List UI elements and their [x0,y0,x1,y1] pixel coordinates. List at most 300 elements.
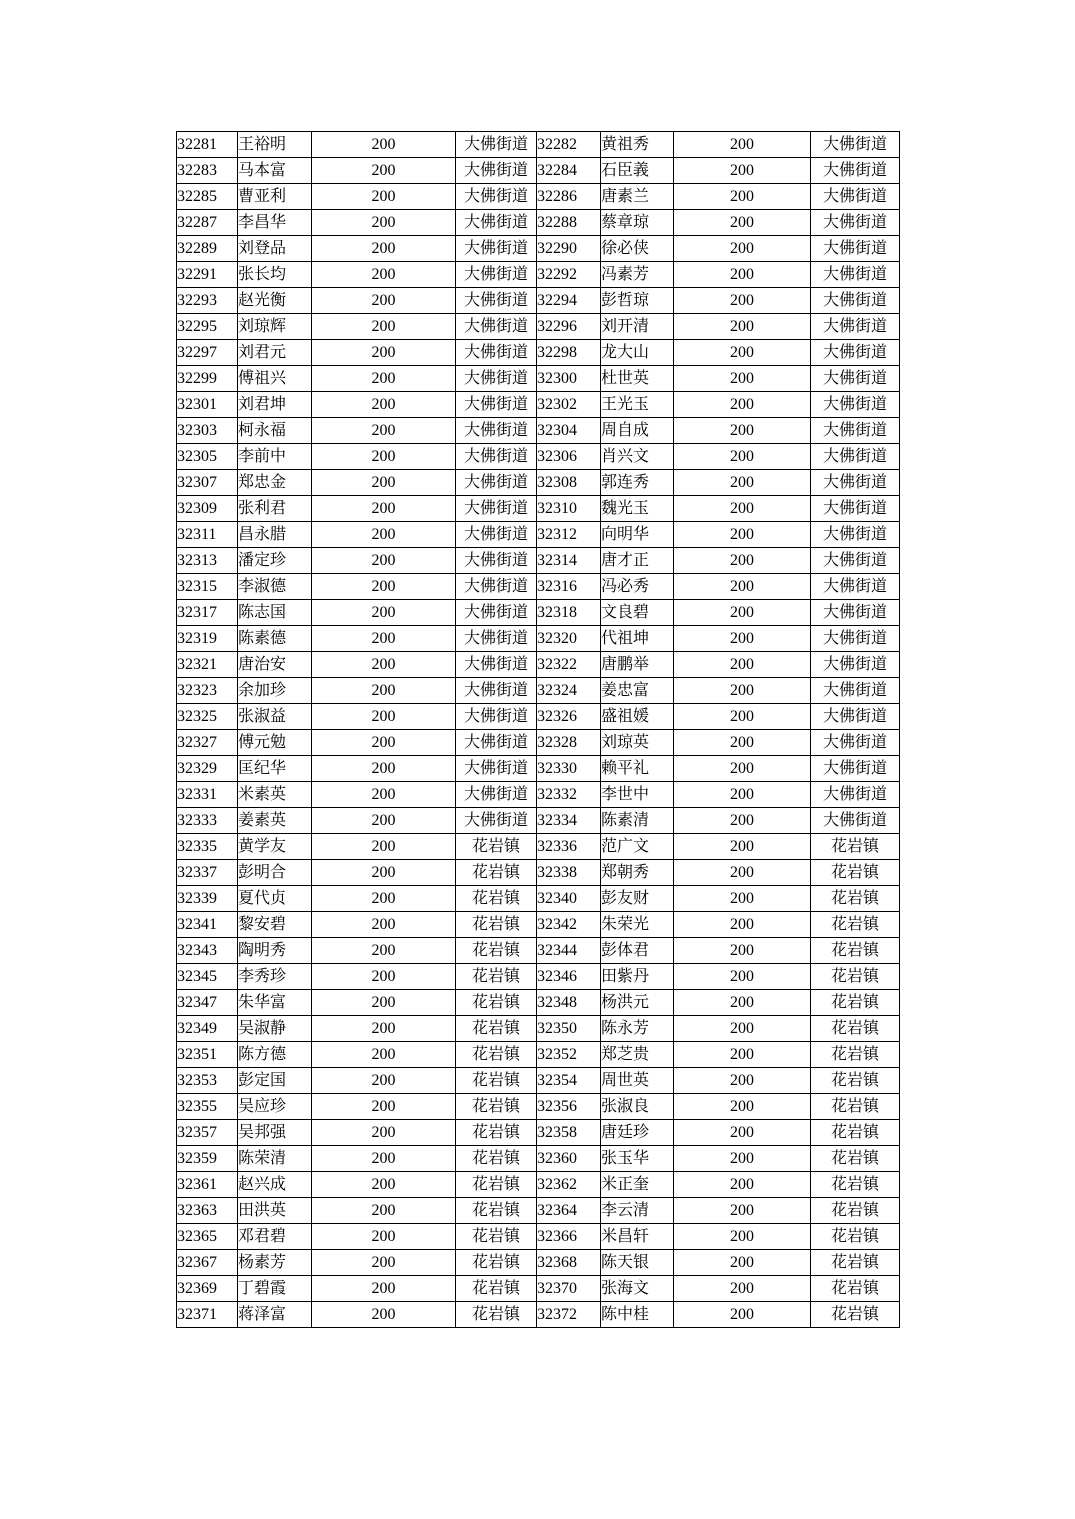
person-name: 张海文 [601,1276,674,1302]
record-id: 32336 [537,834,601,860]
table-row [177,184,900,210]
person-name: 赵光衡 [238,288,312,314]
record-id: 32362 [537,1172,601,1198]
location-value: 花岩镇 [811,938,900,964]
amount-value: 200 [312,860,456,886]
person-name: 赵兴成 [238,1172,312,1198]
location-value: 大佛街道 [811,132,900,158]
amount-value: 200 [312,548,456,574]
record-id: 32316 [537,574,601,600]
location-value: 花岩镇 [456,1120,537,1146]
amount-value: 200 [312,1094,456,1120]
location-value: 大佛街道 [456,756,537,782]
amount-value: 200 [674,158,811,184]
person-name: 李昌华 [238,210,312,236]
amount-value: 200 [312,704,456,730]
record-id: 32287 [177,210,238,236]
amount-value: 200 [312,782,456,808]
amount-value: 200 [312,496,456,522]
person-name: 潘定珍 [238,548,312,574]
location-value: 大佛街道 [456,574,537,600]
amount-value: 200 [674,1042,811,1068]
location-value: 大佛街道 [811,262,900,288]
record-id: 32367 [177,1250,238,1276]
amount-value: 200 [312,470,456,496]
person-name: 陈素德 [238,626,312,652]
table-row [177,366,900,392]
record-id: 32353 [177,1068,238,1094]
location-value: 花岩镇 [456,990,537,1016]
record-id: 32293 [177,288,238,314]
record-id: 32342 [537,912,601,938]
record-id: 32298 [537,340,601,366]
person-name: 张长均 [238,262,312,288]
location-value: 大佛街道 [456,522,537,548]
table-row [177,314,900,340]
record-id: 32285 [177,184,238,210]
location-value: 花岩镇 [811,1016,900,1042]
table-row [177,444,900,470]
amount-value: 200 [312,756,456,782]
person-name: 姜忠富 [601,678,674,704]
record-id: 32371 [177,1302,238,1328]
record-id: 32291 [177,262,238,288]
person-name: 唐才正 [601,548,674,574]
record-id: 32364 [537,1198,601,1224]
amount-value: 200 [312,392,456,418]
table-row [177,1198,900,1224]
record-id: 32281 [177,132,238,158]
location-value: 大佛街道 [456,366,537,392]
record-id: 32302 [537,392,601,418]
person-name: 彭体君 [601,938,674,964]
record-id: 32339 [177,886,238,912]
person-name: 蔡章琼 [601,210,674,236]
table-row [177,522,900,548]
location-value: 大佛街道 [456,392,537,418]
person-name: 龙大山 [601,340,674,366]
person-name: 杜世英 [601,366,674,392]
location-value: 花岩镇 [811,834,900,860]
table-row [177,1120,900,1146]
amount-value: 200 [312,236,456,262]
person-name: 陈方德 [238,1042,312,1068]
person-name: 赖平礼 [601,756,674,782]
person-name: 陈志国 [238,600,312,626]
person-name: 郑芝贵 [601,1042,674,1068]
location-value: 大佛街道 [456,418,537,444]
location-value: 花岩镇 [811,1146,900,1172]
table-row [177,886,900,912]
location-value: 花岩镇 [456,1302,537,1328]
record-id: 32344 [537,938,601,964]
person-name: 代祖坤 [601,626,674,652]
person-name: 米素英 [238,782,312,808]
record-id: 32347 [177,990,238,1016]
location-value: 花岩镇 [456,964,537,990]
table-row [177,964,900,990]
record-id: 32297 [177,340,238,366]
person-name: 李前中 [238,444,312,470]
person-name: 刘琼辉 [238,314,312,340]
person-name: 李云清 [601,1198,674,1224]
record-id: 32369 [177,1276,238,1302]
table-row [177,678,900,704]
person-name: 马本富 [238,158,312,184]
person-name: 朱荣光 [601,912,674,938]
amount-value: 200 [312,990,456,1016]
amount-value: 200 [312,522,456,548]
table-row [177,1172,900,1198]
table-row [177,1146,900,1172]
amount-value: 200 [312,600,456,626]
location-value: 大佛街道 [456,678,537,704]
location-value: 花岩镇 [456,886,537,912]
record-id: 32301 [177,392,238,418]
table-row [177,132,900,158]
amount-value: 200 [674,886,811,912]
record-id: 32327 [177,730,238,756]
amount-value: 200 [674,1016,811,1042]
table-row [177,1276,900,1302]
person-name: 蒋泽富 [238,1302,312,1328]
location-value: 大佛街道 [811,210,900,236]
table-row [177,600,900,626]
amount-value: 200 [312,1068,456,1094]
table-row [177,392,900,418]
person-name: 傅祖兴 [238,366,312,392]
person-name: 陈荣清 [238,1146,312,1172]
record-id: 32321 [177,652,238,678]
record-id: 32318 [537,600,601,626]
amount-value: 200 [674,652,811,678]
amount-value: 200 [312,132,456,158]
amount-value: 200 [674,262,811,288]
amount-value: 200 [674,418,811,444]
location-value: 花岩镇 [456,834,537,860]
location-value: 大佛街道 [811,704,900,730]
location-value: 花岩镇 [456,1016,537,1042]
location-value: 大佛街道 [456,262,537,288]
record-id: 32307 [177,470,238,496]
amount-value: 200 [312,184,456,210]
person-name: 张淑良 [601,1094,674,1120]
location-value: 花岩镇 [456,860,537,886]
amount-value: 200 [674,730,811,756]
amount-value: 200 [674,392,811,418]
amount-value: 200 [312,1250,456,1276]
person-name: 彭明合 [238,860,312,886]
location-value: 大佛街道 [811,236,900,262]
person-name: 昌永腊 [238,522,312,548]
location-value: 大佛街道 [811,418,900,444]
person-name: 向明华 [601,522,674,548]
amount-value: 200 [312,626,456,652]
person-name: 丁碧霞 [238,1276,312,1302]
location-value: 大佛街道 [456,470,537,496]
record-id: 32354 [537,1068,601,1094]
table-row [177,912,900,938]
amount-value: 200 [674,210,811,236]
location-value: 大佛街道 [811,756,900,782]
record-id: 32360 [537,1146,601,1172]
table-row [177,730,900,756]
location-value: 大佛街道 [456,548,537,574]
amount-value: 200 [674,782,811,808]
person-name: 杨洪元 [601,990,674,1016]
table-row [177,574,900,600]
person-name: 郑忠金 [238,470,312,496]
amount-value: 200 [674,860,811,886]
amount-value: 200 [312,1146,456,1172]
location-value: 花岩镇 [811,886,900,912]
amount-value: 200 [312,262,456,288]
amount-value: 200 [674,912,811,938]
record-id: 32372 [537,1302,601,1328]
person-name: 田洪英 [238,1198,312,1224]
location-value: 大佛街道 [456,782,537,808]
person-name: 彭哲琼 [601,288,674,314]
person-name: 文良碧 [601,600,674,626]
person-name: 盛祖媛 [601,704,674,730]
amount-value: 200 [674,340,811,366]
person-name: 郑朝秀 [601,860,674,886]
person-name: 李世中 [601,782,674,808]
amount-value: 200 [312,1172,456,1198]
person-name: 陈中桂 [601,1302,674,1328]
person-name: 余加珍 [238,678,312,704]
location-value: 花岩镇 [456,912,537,938]
location-value: 大佛街道 [456,184,537,210]
location-value: 大佛街道 [811,444,900,470]
location-value: 大佛街道 [811,158,900,184]
record-id: 32312 [537,522,601,548]
amount-value: 200 [674,1198,811,1224]
person-name: 冯素芳 [601,262,674,288]
person-name: 周自成 [601,418,674,444]
location-value: 花岩镇 [811,860,900,886]
record-id: 32322 [537,652,601,678]
amount-value: 200 [674,132,811,158]
amount-value: 200 [674,1250,811,1276]
table-row [177,652,900,678]
record-id: 32289 [177,236,238,262]
amount-value: 200 [674,288,811,314]
location-value: 大佛街道 [811,496,900,522]
amount-value: 200 [674,834,811,860]
table-row [177,782,900,808]
person-name: 黄学友 [238,834,312,860]
record-id: 32348 [537,990,601,1016]
record-id: 32326 [537,704,601,730]
person-name: 范广文 [601,834,674,860]
record-id: 32370 [537,1276,601,1302]
amount-value: 200 [674,1302,811,1328]
location-value: 花岩镇 [811,1172,900,1198]
table-row [177,834,900,860]
record-id: 32358 [537,1120,601,1146]
record-id: 32303 [177,418,238,444]
location-value: 大佛街道 [811,808,900,834]
table-row [177,1224,900,1250]
location-value: 花岩镇 [811,990,900,1016]
amount-value: 200 [674,574,811,600]
record-id: 32313 [177,548,238,574]
record-id: 32292 [537,262,601,288]
record-id: 32325 [177,704,238,730]
amount-value: 200 [312,574,456,600]
amount-value: 200 [674,1120,811,1146]
person-name: 唐廷珍 [601,1120,674,1146]
location-value: 花岩镇 [811,1276,900,1302]
person-name: 唐素兰 [601,184,674,210]
location-value: 大佛街道 [811,678,900,704]
location-value: 大佛街道 [456,236,537,262]
person-name: 刘琼英 [601,730,674,756]
roster-table-body [177,132,900,1328]
record-id: 32282 [537,132,601,158]
record-id: 32283 [177,158,238,184]
record-id: 32357 [177,1120,238,1146]
person-name: 李淑德 [238,574,312,600]
person-name: 陶明秀 [238,938,312,964]
person-name: 刘登品 [238,236,312,262]
location-value: 花岩镇 [456,1094,537,1120]
amount-value: 200 [674,366,811,392]
amount-value: 200 [674,470,811,496]
amount-value: 200 [312,314,456,340]
location-value: 大佛街道 [456,626,537,652]
amount-value: 200 [312,366,456,392]
record-id: 32315 [177,574,238,600]
location-value: 花岩镇 [456,1146,537,1172]
amount-value: 200 [312,1016,456,1042]
table-row [177,1094,900,1120]
amount-value: 200 [674,236,811,262]
record-id: 32341 [177,912,238,938]
person-name: 周世英 [601,1068,674,1094]
person-name: 曹亚利 [238,184,312,210]
amount-value: 200 [674,1172,811,1198]
record-id: 32365 [177,1224,238,1250]
person-name: 彭友财 [601,886,674,912]
person-name: 吴应珍 [238,1094,312,1120]
amount-value: 200 [674,184,811,210]
amount-value: 200 [674,1146,811,1172]
location-value: 大佛街道 [811,626,900,652]
amount-value: 200 [674,444,811,470]
person-name: 张淑益 [238,704,312,730]
location-value: 花岩镇 [456,1198,537,1224]
location-value: 花岩镇 [811,1302,900,1328]
location-value: 大佛街道 [456,340,537,366]
table-row [177,158,900,184]
record-id: 32363 [177,1198,238,1224]
location-value: 大佛街道 [811,366,900,392]
table-row [177,1016,900,1042]
record-id: 32305 [177,444,238,470]
amount-value: 200 [674,964,811,990]
location-value: 花岩镇 [456,1068,537,1094]
location-value: 花岩镇 [811,1224,900,1250]
amount-value: 200 [674,522,811,548]
record-id: 32332 [537,782,601,808]
record-id: 32359 [177,1146,238,1172]
table-row [177,418,900,444]
person-name: 匡纪华 [238,756,312,782]
amount-value: 200 [312,210,456,236]
person-name: 郭连秀 [601,470,674,496]
table-row [177,340,900,366]
location-value: 大佛街道 [811,184,900,210]
location-value: 花岩镇 [811,1042,900,1068]
amount-value: 200 [312,444,456,470]
location-value: 大佛街道 [456,730,537,756]
record-id: 32356 [537,1094,601,1120]
location-value: 花岩镇 [811,1068,900,1094]
person-name: 陈素清 [601,808,674,834]
location-value: 花岩镇 [456,1042,537,1068]
record-id: 32349 [177,1016,238,1042]
record-id: 32329 [177,756,238,782]
record-id: 32352 [537,1042,601,1068]
person-name: 朱华富 [238,990,312,1016]
record-id: 32284 [537,158,601,184]
person-name: 唐治安 [238,652,312,678]
person-name: 张利君 [238,496,312,522]
location-value: 花岩镇 [811,1094,900,1120]
amount-value: 200 [312,288,456,314]
amount-value: 200 [312,730,456,756]
person-name: 柯永福 [238,418,312,444]
person-name: 吴淑静 [238,1016,312,1042]
location-value: 花岩镇 [456,1250,537,1276]
record-id: 32310 [537,496,601,522]
person-name: 刘君坤 [238,392,312,418]
amount-value: 200 [674,1094,811,1120]
record-id: 32319 [177,626,238,652]
record-id: 32345 [177,964,238,990]
record-id: 32335 [177,834,238,860]
record-id: 32368 [537,1250,601,1276]
person-name: 田紫丹 [601,964,674,990]
person-name: 陈永芳 [601,1016,674,1042]
table-row [177,704,900,730]
location-value: 大佛街道 [811,314,900,340]
location-value: 花岩镇 [811,912,900,938]
location-value: 大佛街道 [811,600,900,626]
record-id: 32306 [537,444,601,470]
amount-value: 200 [312,1302,456,1328]
record-id: 32331 [177,782,238,808]
amount-value: 200 [674,1224,811,1250]
record-id: 32317 [177,600,238,626]
person-name: 王光玉 [601,392,674,418]
amount-value: 200 [674,938,811,964]
table-row [177,938,900,964]
person-name: 黄祖秀 [601,132,674,158]
location-value: 大佛街道 [456,444,537,470]
record-id: 32304 [537,418,601,444]
record-id: 32295 [177,314,238,340]
amount-value: 200 [312,938,456,964]
amount-value: 200 [674,548,811,574]
person-name: 米昌轩 [601,1224,674,1250]
location-value: 花岩镇 [456,1276,537,1302]
record-id: 32314 [537,548,601,574]
record-id: 32311 [177,522,238,548]
location-value: 花岩镇 [811,964,900,990]
